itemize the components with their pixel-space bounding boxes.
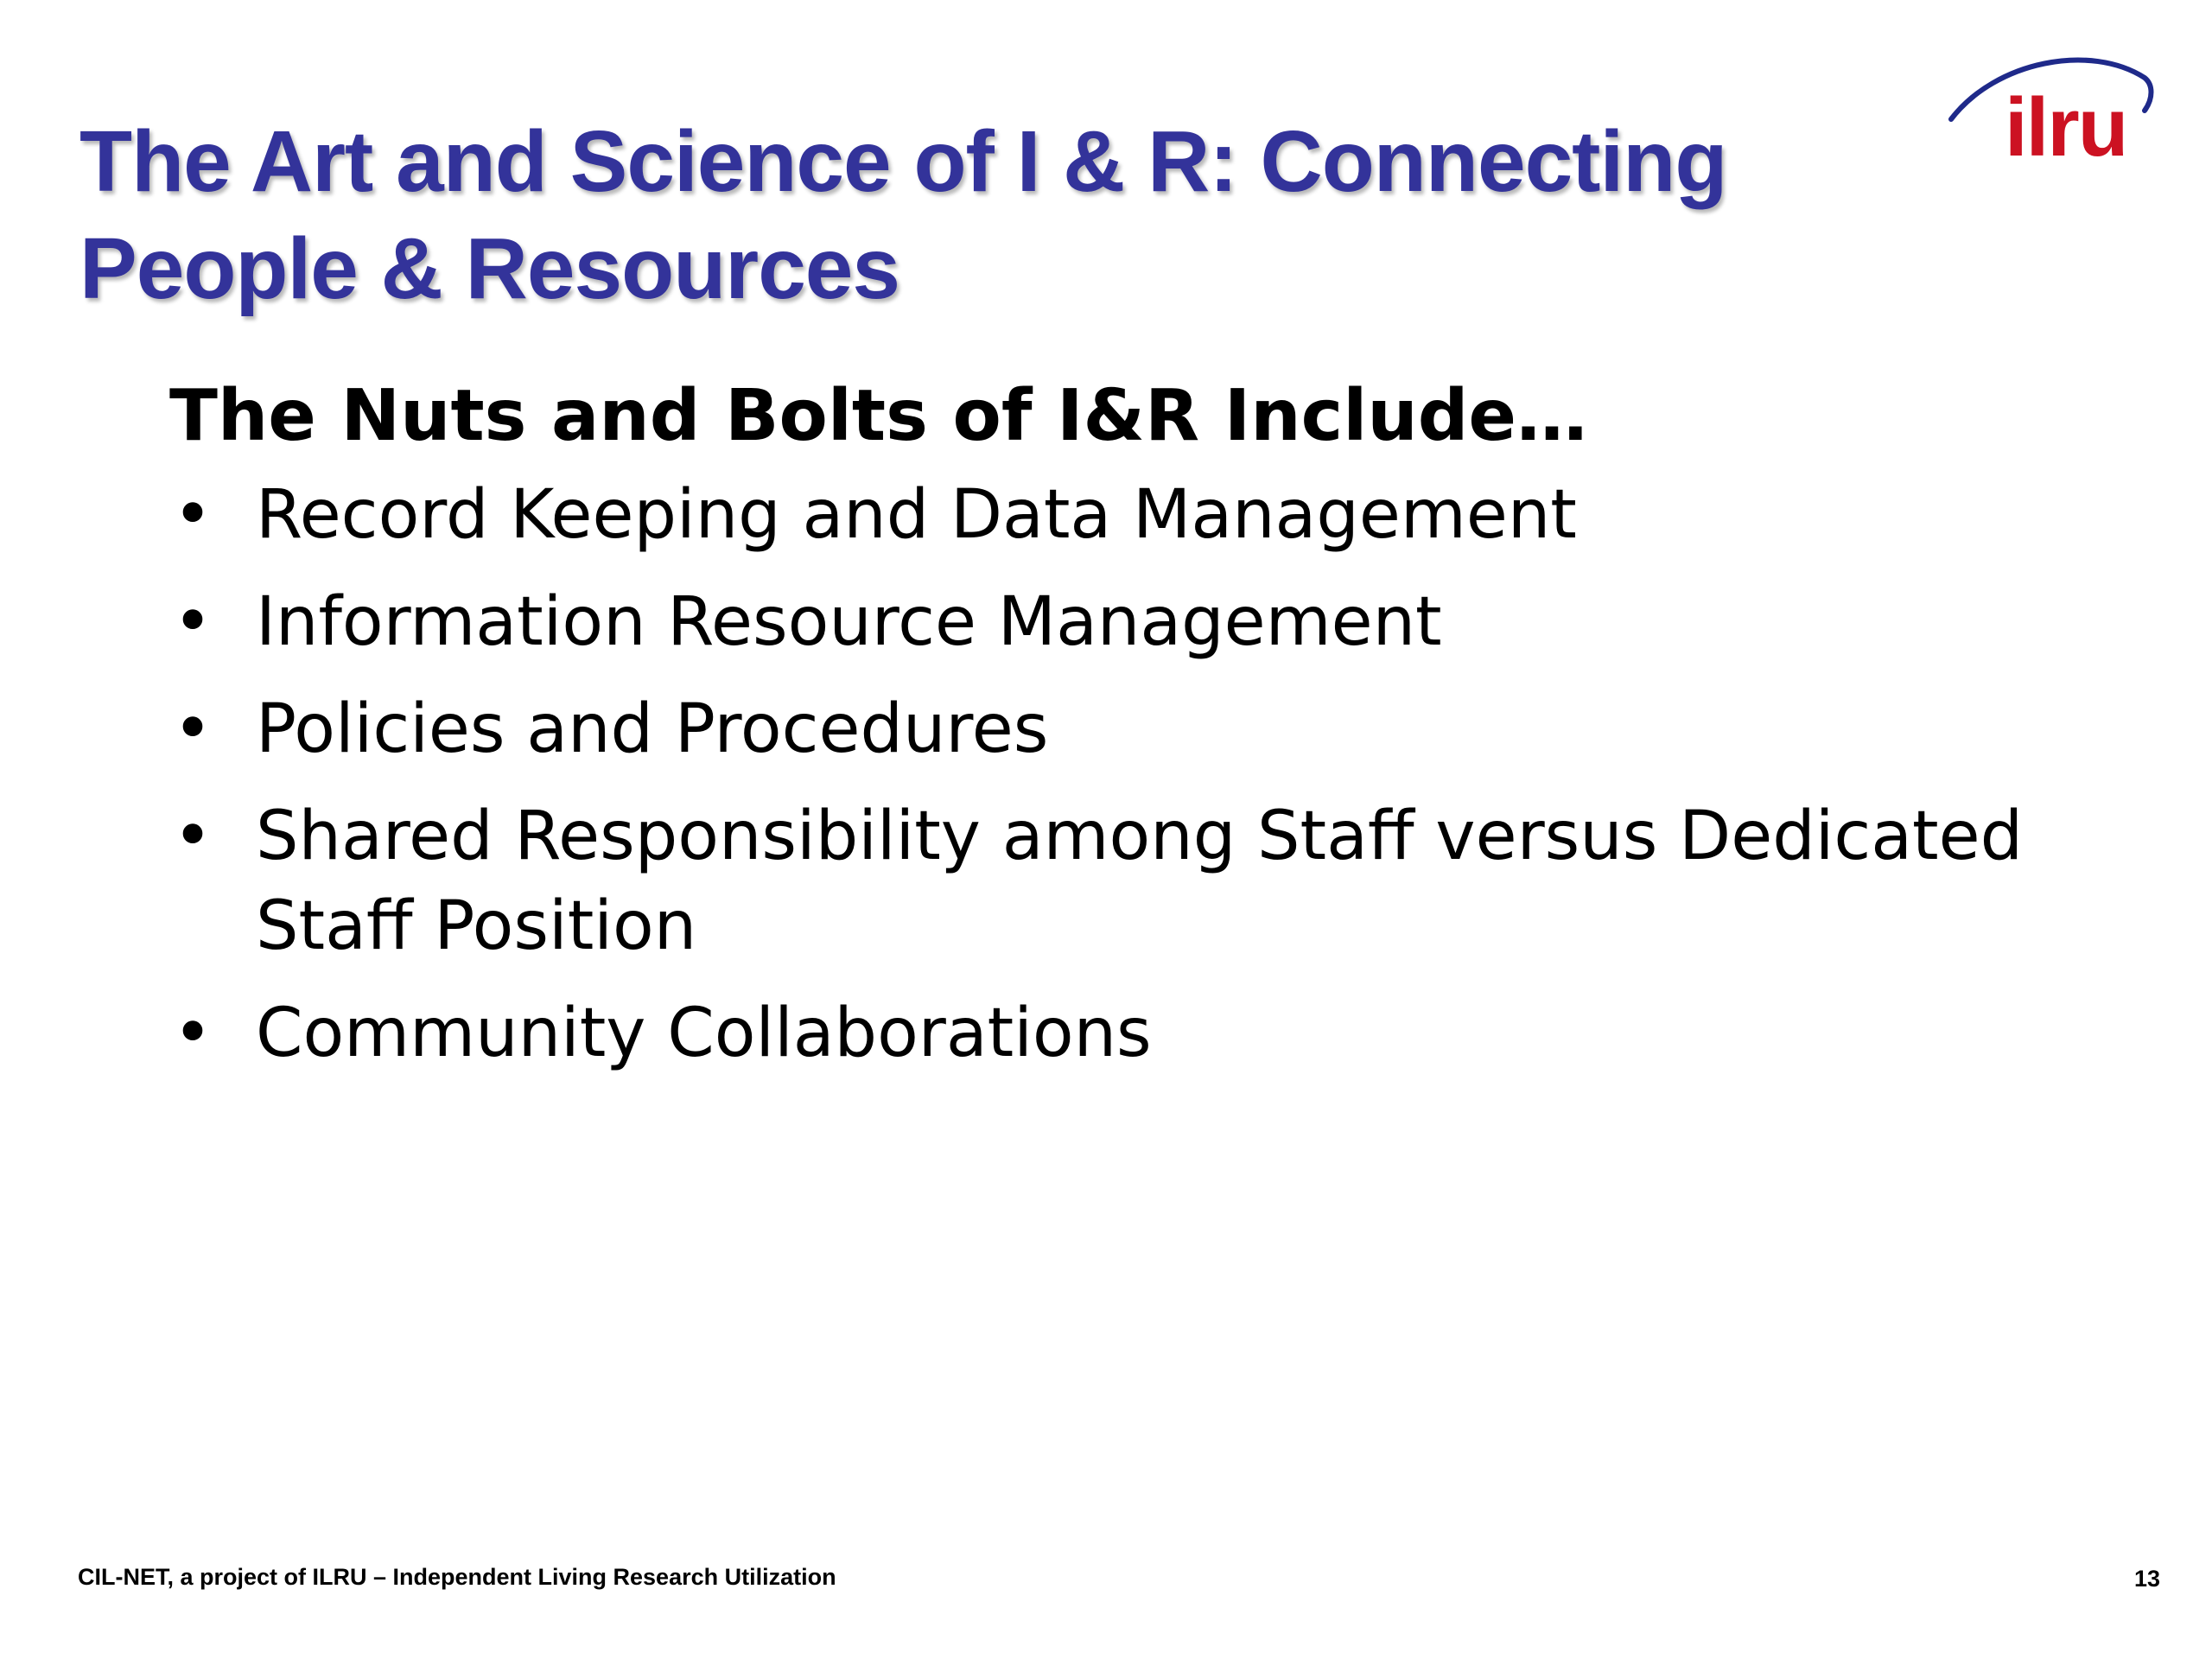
page-number: 13 xyxy=(2133,1566,2160,1592)
bullet-icon: • xyxy=(173,690,213,768)
bullet-icon: • xyxy=(173,583,213,661)
slide-content xyxy=(169,363,2070,1078)
bullet-text: Community Collaborations xyxy=(256,995,1152,1072)
logo-text: ilru xyxy=(2005,81,2127,174)
bullet-list xyxy=(169,470,2070,1078)
slide-title: The Art and Science of I & R: Connecting People & Resources xyxy=(79,113,1727,317)
bullet-item-policies xyxy=(169,684,2070,774)
bullet-text: Shared Responsibility among Staff versus Dedicated Staff Position xyxy=(256,798,2024,965)
bullet-icon: • xyxy=(173,476,213,554)
content-heading: The Nuts and Bolts of I&R Include… xyxy=(169,375,1588,457)
footer-text: CIL-NET, a project of ILRU – Independent Living Research Utilization xyxy=(78,1564,836,1590)
ilru-logo xyxy=(1918,35,2160,173)
bullet-item-information-resource xyxy=(169,577,2070,667)
bullet-item-community xyxy=(169,988,2070,1078)
bullet-text: Policies and Procedures xyxy=(256,690,1049,768)
bullet-text: Information Resource Management xyxy=(256,583,1442,661)
bullet-item-shared-responsibility xyxy=(169,791,2070,971)
bullet-icon: • xyxy=(173,798,213,875)
bullet-icon: • xyxy=(173,995,213,1072)
bullet-text: Record Keeping and Data Management xyxy=(256,476,1577,554)
bullet-item-record-keeping xyxy=(169,470,2070,560)
